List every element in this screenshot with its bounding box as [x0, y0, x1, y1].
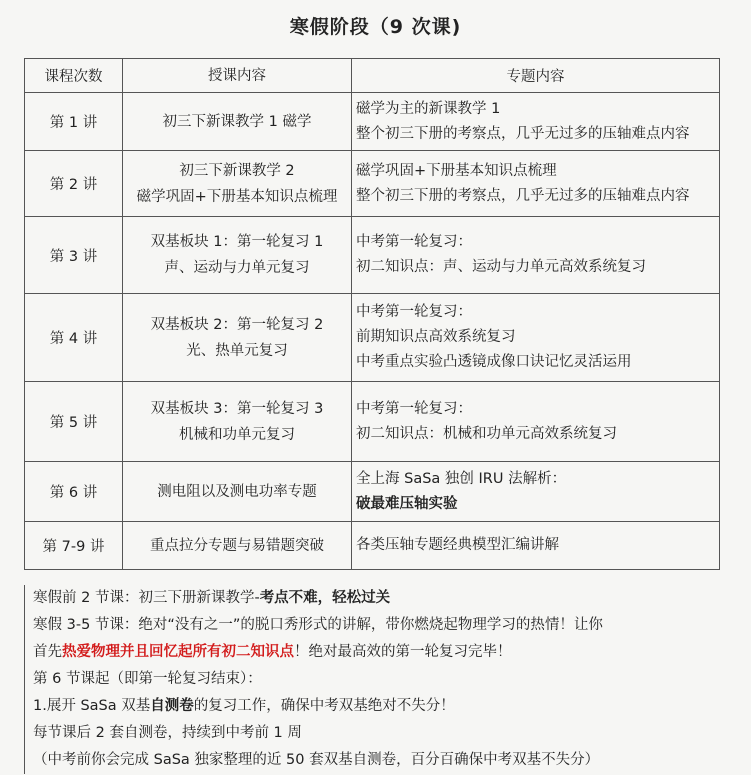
topic-line: 中考第一轮复习：	[356, 400, 472, 417]
table-row	[25, 522, 720, 570]
content-line: 磁学巩固+下册基本知识点梳理	[136, 188, 338, 205]
lesson-cell: 第 5 讲	[25, 382, 123, 462]
content-cell	[123, 462, 352, 522]
table-row	[25, 217, 720, 294]
topic-cell	[352, 294, 720, 382]
table-header-row	[25, 59, 720, 93]
note-line	[33, 639, 733, 666]
note-line: 第 6 节课起（即第一轮复习结束）：	[33, 671, 262, 687]
note-line: （中考前你会完成 SaSa 独家整理的近 50 套双基自测卷，百分百确保中考双基不失分）	[33, 752, 600, 768]
content-cell	[123, 522, 352, 570]
content-line: 初三下新课教学 1 磁学	[162, 113, 312, 130]
note-emphasis: 自测卷	[150, 698, 194, 714]
content-line: 机械和功单元复习	[179, 426, 295, 443]
topic-line: 整个初三下册的考察点，几乎无过多的压轴难点内容	[356, 187, 690, 204]
note-line: 每节课后 2 套自测卷，持续到中考前 1 周	[33, 725, 302, 741]
topic-line: 前期知识点高效系统复习	[356, 329, 516, 345]
content-line: 光、热单元复习	[186, 342, 288, 359]
topic-cell	[352, 217, 720, 294]
note-text: ！绝对最高效的第一轮复习完毕！	[294, 644, 512, 660]
topic-line: 各类压轴专题经典模型汇编讲解	[356, 537, 559, 553]
content-line: 双基板块 3：第一轮复习 3	[150, 400, 324, 417]
content-line: 双基板块 1：第一轮复习 1	[150, 234, 324, 250]
header-topic-content: 专题内容	[352, 59, 720, 93]
lesson-cell: 第 6 讲	[25, 462, 123, 522]
lesson-cell: 第 2 讲	[25, 151, 123, 217]
content-line: 声、运动与力单元复习	[164, 260, 310, 276]
topic-line-emphasis: 破最难压轴实验	[356, 495, 458, 512]
topic-line: 初二知识点：机械和功单元高效系统复习	[356, 425, 617, 442]
lesson-cell: 第 3 讲	[25, 217, 123, 294]
notes-section	[24, 585, 733, 774]
note-line	[33, 585, 733, 612]
content-cell	[123, 294, 352, 382]
table-row	[25, 382, 720, 462]
topic-line: 整个初三下册的考察点，几乎无过多的压轴难点内容	[356, 125, 690, 142]
topic-cell	[352, 93, 720, 151]
note-line: 寒假 3-5 节课：绝对“没有之一”的脱口秀形式的讲解，带你燃烧起物理学习的热情！让你	[33, 617, 603, 633]
topic-cell	[352, 382, 720, 462]
topic-line: 中考重点实验凸透镜成像口诀记忆灵活运用	[356, 354, 632, 370]
lesson-cell: 第 4 讲	[25, 294, 123, 382]
topic-line: 初二知识点：声、运动与力单元高效系统复习	[356, 259, 646, 275]
table-row	[25, 462, 720, 522]
note-highlight-red: 热爱物理并且回忆起所有初二知识点	[62, 644, 294, 660]
note-line	[33, 693, 733, 720]
content-line: 重点拉分专题与易错题突破	[150, 537, 324, 554]
note-text: 寒假前 2 节课：初三下册新课教学-	[33, 590, 260, 606]
note-text: 1.展开 SaSa 双基	[33, 698, 151, 714]
content-line: 双基板块 2：第一轮复习 2	[150, 316, 324, 333]
topic-cell	[352, 462, 720, 522]
content-line: 测电阻以及测电功率专题	[157, 483, 317, 500]
topic-line: 全上海 SaSa 独创 IRU 法解析：	[356, 470, 567, 487]
topic-line: 磁学巩固+下册基本知识点梳理	[356, 162, 557, 179]
topic-line: 中考第一轮复习：	[356, 234, 472, 250]
topic-cell	[352, 522, 720, 570]
header-lesson-count: 课程次数	[25, 59, 123, 93]
content-cell	[123, 151, 352, 217]
content-cell	[123, 93, 352, 151]
topic-cell	[352, 151, 720, 217]
content-cell	[123, 382, 352, 462]
table-row	[25, 294, 720, 382]
table-row	[25, 93, 720, 151]
topic-line: 磁学为主的新课教学 1	[356, 100, 501, 117]
page-title: 寒假阶段（9 次课)	[289, 16, 462, 38]
header-teaching-content: 授课内容	[123, 59, 352, 93]
note-emphasis: 考点不难，轻松过关	[259, 590, 391, 606]
lesson-cell: 第 7-9 讲	[25, 522, 123, 570]
content-line: 初三下新课教学 2	[179, 162, 295, 179]
table-row	[25, 151, 720, 217]
note-text: 的复习工作，确保中考双基绝对不失分！	[193, 698, 455, 714]
note-text: 首先	[33, 644, 62, 660]
content-cell	[123, 217, 352, 294]
lesson-cell: 第 1 讲	[25, 93, 123, 151]
topic-line: 中考第一轮复习：	[356, 304, 472, 320]
course-schedule-table	[24, 58, 720, 570]
